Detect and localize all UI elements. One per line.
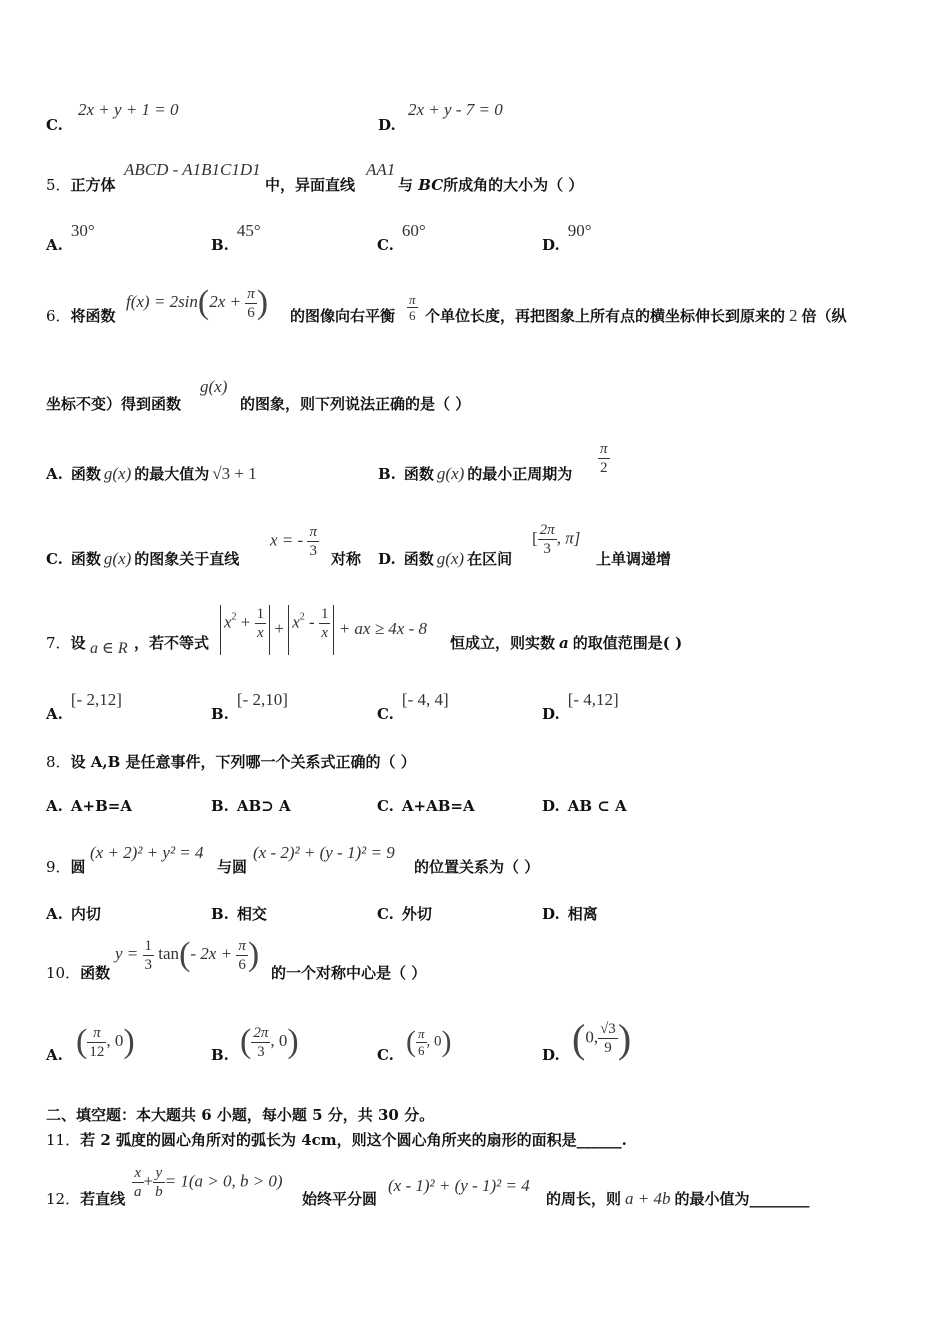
frac-num: π xyxy=(238,937,246,954)
frac-den: 3 xyxy=(144,956,153,973)
q10-option-b xyxy=(211,1046,237,1064)
q11-text: 若 2 弧度的圆心角所对的弧长为 4cm，则这个圆心角所夹的扇形的面积是______. xyxy=(80,1131,627,1149)
q8-option-a xyxy=(46,797,132,815)
option-value: 相离 xyxy=(567,905,598,923)
option-value: 外切 xyxy=(401,905,432,923)
question-number: 9． xyxy=(46,858,71,876)
question-number: 7． xyxy=(46,634,71,652)
option-label: D. xyxy=(542,1046,560,1064)
option-text: 函数 xyxy=(70,465,101,483)
op: - xyxy=(309,612,315,632)
option-value: AB ⊂ A xyxy=(567,797,627,815)
q7-a-real: a ∈ R xyxy=(90,640,128,657)
q7-frac-2 xyxy=(319,605,331,642)
q6-shift xyxy=(407,292,418,323)
paren: ) xyxy=(247,936,260,973)
option-value: 90° xyxy=(567,221,592,240)
q5-option-a xyxy=(46,221,95,255)
q9-circle-2: (x - 2)² + (y - 1)² = 9 xyxy=(253,843,395,862)
q6-stem-4 xyxy=(46,393,181,414)
option-frac xyxy=(251,1024,270,1061)
q9-stem-3 xyxy=(414,856,539,877)
question-number: 10． xyxy=(46,964,81,982)
option-text: 上单调递增 xyxy=(596,550,672,568)
q9-option-d xyxy=(542,903,598,924)
q10-stem-2 xyxy=(271,962,426,983)
q12-expr: a + 4b xyxy=(625,1189,671,1208)
option-label: B. xyxy=(378,465,396,483)
question-number: 8． xyxy=(46,753,71,771)
q7-inequality-math xyxy=(220,605,427,655)
frac-den: x xyxy=(257,625,264,641)
q6-gx-math: g(x) xyxy=(200,377,228,396)
option-text: 函数 xyxy=(70,550,101,568)
q7-stem xyxy=(46,632,86,653)
q8-option-c xyxy=(377,797,475,815)
option-label: B. xyxy=(211,705,229,723)
option-text: 的最大值为 xyxy=(134,465,210,483)
q6-stem-3 xyxy=(425,305,847,326)
q5-option-c xyxy=(377,221,426,255)
q6-option-c xyxy=(46,548,239,569)
option-value: 30° xyxy=(70,221,95,240)
q8-stem xyxy=(46,751,416,772)
option-label: A. xyxy=(46,1046,63,1064)
option-value: 相交 xyxy=(236,905,267,923)
q6-f-lhs: f(x) = 2sin xyxy=(126,291,198,311)
q6-option-b xyxy=(378,463,572,484)
q6-stem-2 xyxy=(290,305,395,326)
paren: ( xyxy=(240,1023,252,1060)
frac-den: 2 xyxy=(600,460,608,476)
q7-x: x xyxy=(292,612,300,632)
question-number: 11． xyxy=(46,1131,81,1149)
frac-den: x xyxy=(321,625,329,641)
option-label: B. xyxy=(211,797,229,815)
q7-text-4: 的取值范围是( ) xyxy=(572,634,683,652)
q10-option-c-math xyxy=(406,1025,452,1059)
q12-text-1: 若直线 xyxy=(80,1190,126,1208)
q10-option-c xyxy=(377,1046,402,1064)
paren: ) xyxy=(287,1023,299,1060)
option-math: g(x) xyxy=(103,464,132,483)
q6-option-a xyxy=(46,463,257,484)
q7-x: x xyxy=(224,612,232,632)
q10-frac-1 xyxy=(143,937,155,974)
abs-2: $x^2$ - $\frac{1}{x}$ xyxy=(288,605,334,655)
option-math: g(x) xyxy=(103,549,132,568)
q10-frac-2 xyxy=(236,937,248,974)
option-label: C. xyxy=(377,797,394,815)
option-rest: , 0 xyxy=(270,1030,288,1050)
option-label: D. xyxy=(378,116,396,134)
q6-option-c-math xyxy=(270,523,319,560)
paren: ) xyxy=(441,1025,452,1058)
q10-tan: tan xyxy=(158,943,180,963)
q11-stem xyxy=(46,1129,627,1150)
abs-1: $x^2$ + $\frac{1}{x}$ xyxy=(220,605,270,655)
q5-text-3: 与 xyxy=(398,176,414,194)
q5-bc: BC xyxy=(418,176,444,194)
option-math: g(x) xyxy=(436,549,465,568)
q5-text-1: 正方体 xyxy=(70,176,116,194)
q6-text-3: 个单位长度，再把图象上所有点的横坐标伸长到原来的 xyxy=(425,307,786,325)
option-label: B. xyxy=(211,1046,229,1064)
q6-option-c-tail xyxy=(331,548,361,569)
option-text: 函数 xyxy=(403,550,434,568)
option-text: 对称 xyxy=(331,550,362,568)
q6-stem xyxy=(46,305,116,326)
q4-option-d xyxy=(378,116,404,134)
option-frac xyxy=(87,1024,106,1061)
option-label: A. xyxy=(46,797,63,815)
q6-function-math xyxy=(126,284,268,322)
option-value: √3 + 1 xyxy=(212,464,257,483)
q6-stem-5 xyxy=(240,393,470,414)
q12-stem xyxy=(46,1188,125,1209)
option-label: B. xyxy=(211,905,229,923)
q10-option-a xyxy=(46,1046,71,1064)
q6-text-4: 倍（纵 xyxy=(801,307,847,325)
q10-option-b-math xyxy=(240,1023,299,1061)
frac-num: x xyxy=(132,1164,144,1183)
q10-stem xyxy=(46,962,110,983)
option-value: [- 2,12] xyxy=(70,690,122,709)
q7-text-3: 恒成立，则实数 xyxy=(450,634,556,652)
q9-stem-2 xyxy=(217,856,247,877)
q9-text-1: 圆 xyxy=(70,858,86,876)
q6-shift-frac xyxy=(407,292,418,323)
q7-stem-3 xyxy=(450,632,682,653)
q7-a: a xyxy=(559,634,569,652)
paren: ( xyxy=(406,1025,416,1058)
option-label: B. xyxy=(211,236,229,254)
q6-text-2: 的图像向右平衡 xyxy=(290,307,396,325)
option-value: A+AB=A xyxy=(401,797,475,815)
frac-den: 3 xyxy=(543,541,551,557)
frac-den: b xyxy=(155,1184,163,1200)
option-value: [- 4,12] xyxy=(567,690,619,709)
option-value: AB⊃ A xyxy=(236,797,291,815)
option-label: C. xyxy=(377,705,394,723)
q12-stem-2 xyxy=(302,1188,377,1209)
option-rest: , 0 xyxy=(426,1033,442,1050)
frac-num: π xyxy=(309,524,317,540)
bracket: [ xyxy=(532,528,538,548)
q10-option-d xyxy=(542,1046,568,1064)
option-value: [- 4, 4] xyxy=(401,690,449,709)
q6-option-d-tail xyxy=(596,548,671,569)
q5-option-d xyxy=(542,221,592,255)
option-value: 45° xyxy=(236,221,261,240)
paren: ( xyxy=(197,284,210,321)
question-number: 5． xyxy=(46,176,71,194)
paren: ) xyxy=(123,1023,135,1060)
frac-num: √3 xyxy=(600,1021,616,1037)
q12-frac-y xyxy=(153,1164,165,1201)
q8-option-b xyxy=(211,797,291,815)
q6-text-5: 坐标不变）得到函数 xyxy=(46,395,182,413)
frac-den: 3 xyxy=(309,543,317,559)
option-label: C. xyxy=(377,1046,394,1064)
q7-stem-2 xyxy=(134,632,209,653)
q12-frac-x xyxy=(132,1164,144,1201)
option-value: A+B=A xyxy=(70,797,132,815)
q5-stem-2 xyxy=(265,174,355,195)
q6-f-arg: 2x + xyxy=(209,291,242,311)
frac-num: 2π xyxy=(539,522,555,538)
q4-option-c xyxy=(46,116,71,134)
q7-tail: + ax ≥ 4x - 8 xyxy=(338,618,428,638)
frac-den: 3 xyxy=(257,1043,265,1060)
q5-cube-math: ABCD - A1B1C1D1 xyxy=(124,160,261,179)
q12-text-4: 的最小值为________ xyxy=(674,1190,810,1208)
q12-stem-3 xyxy=(546,1188,810,1209)
question-number: 6． xyxy=(46,307,71,325)
q7-option-c xyxy=(377,690,449,724)
frac-den: 12 xyxy=(89,1043,105,1060)
q9-stem xyxy=(46,856,86,877)
q6-two: 2 xyxy=(789,306,798,325)
q12-text-3: 的周长，则 xyxy=(546,1190,622,1208)
option-label: A. xyxy=(46,905,63,923)
q9-text-2: 与圆 xyxy=(217,858,248,876)
q9-option-c xyxy=(377,903,432,924)
q9-text-3: 的位置关系为（ ） xyxy=(414,858,540,876)
q8-text: 设 A,B 是任意事件，下列哪一个关系式正确的（ ） xyxy=(70,753,416,771)
option-text: 的最小正周期为 xyxy=(467,465,573,483)
q7-text-2: ，若不等式 xyxy=(134,634,210,652)
q9-option-b xyxy=(211,903,267,924)
frac-num: π xyxy=(600,441,608,457)
q12-line-math: $\frac{x}{a}$ + $\frac{y}{b}$ = 1(a > 0, b > 0) xyxy=(134,1165,283,1200)
q7-frac-1 xyxy=(255,605,267,642)
option-label: C. xyxy=(377,905,394,923)
q6-d-frac xyxy=(538,521,557,558)
option-label: A. xyxy=(46,465,63,483)
q9-option-a xyxy=(46,903,101,924)
option-label: A. xyxy=(46,236,63,254)
q6-c-lhs: x = - xyxy=(270,530,304,550)
option-frac xyxy=(598,1020,618,1057)
q12-circle-math: (x - 1)² + (y - 1)² = 4 xyxy=(388,1176,530,1195)
q6-option-d xyxy=(378,548,512,569)
q10-text-2: 的一个对称中心是（ ） xyxy=(271,964,427,982)
frac-den: 6 xyxy=(238,956,246,973)
q6-option-b-frac xyxy=(598,440,610,477)
option-frac xyxy=(416,1026,427,1059)
frac-den: a xyxy=(134,1184,142,1200)
q12-cond: = 1(a > 0, b > 0) xyxy=(164,1171,283,1191)
paren: ( xyxy=(76,1023,88,1060)
q6-b-frac xyxy=(598,440,610,477)
option-text: 的图象关于直线 xyxy=(134,550,240,568)
q7-text-1: 设 xyxy=(70,634,86,652)
option-text: 在区间 xyxy=(467,550,513,568)
q8-option-d xyxy=(542,797,627,815)
q5-option-b xyxy=(211,221,261,255)
option-value: 60° xyxy=(401,221,426,240)
op: + xyxy=(274,618,284,638)
frac-num: π xyxy=(418,1025,425,1041)
frac-num: π xyxy=(87,1024,106,1043)
q10-text-1: 函数 xyxy=(80,964,111,982)
frac-num: 1 xyxy=(144,937,153,954)
paren: ) xyxy=(617,1016,632,1061)
frac-den: 6 xyxy=(418,1042,425,1058)
frac-num: 2π xyxy=(253,1024,269,1041)
section-title: 二、填空题：本大题共 6 小题，每小题 5 分，共 30 分。 xyxy=(46,1106,435,1124)
option-label: D. xyxy=(378,550,396,568)
paren: ) xyxy=(256,284,269,321)
q7-option-a xyxy=(46,690,122,724)
q6-d-rest: , π] xyxy=(556,528,581,548)
q10-function-math xyxy=(115,936,259,974)
q12-text-2: 始终平分圆 xyxy=(302,1190,378,1208)
option-label: C. xyxy=(46,116,63,134)
option-math: g(x) xyxy=(436,464,465,483)
q5-text-4: 所成角的大小为（ ） xyxy=(443,176,584,194)
q5-text-2: 中，异面直线 xyxy=(265,176,356,194)
paren: ( xyxy=(572,1016,586,1061)
q10-arg: - 2x + xyxy=(190,943,233,963)
option-label: A. xyxy=(46,705,63,723)
frac-num: 1 xyxy=(320,606,329,622)
frac-den: 9 xyxy=(604,1040,612,1056)
q6-frac xyxy=(245,285,257,322)
frac-num: π xyxy=(247,285,255,302)
q5-stem-3 xyxy=(398,174,583,195)
option-value: [- 2,10] xyxy=(236,690,288,709)
option-pre: 0, xyxy=(585,1027,599,1047)
q7-option-d xyxy=(542,690,619,724)
option-value: 内切 xyxy=(70,905,101,923)
option-label: D. xyxy=(542,705,560,723)
option-text: 函数 xyxy=(403,465,434,483)
q6-text-6: 的图象，则下列说法正确的是（ ） xyxy=(240,395,471,413)
frac-num: y xyxy=(153,1164,165,1183)
frac-den: 6 xyxy=(247,304,255,321)
q6-c-frac xyxy=(307,523,319,560)
q10-option-d-math xyxy=(572,1015,631,1062)
q10-lhs: y = xyxy=(115,943,139,963)
op: + xyxy=(240,612,251,632)
q5-line-math: AA1 xyxy=(366,160,396,179)
option-rest: , 0 xyxy=(106,1030,124,1050)
q10-option-a-math xyxy=(76,1023,135,1061)
frac-den: 6 xyxy=(409,308,416,323)
q7-option-b xyxy=(211,690,288,724)
q6-text-1: 将函数 xyxy=(70,307,116,325)
q5-stem xyxy=(46,174,116,195)
question-number: 12． xyxy=(46,1190,81,1208)
paren: ( xyxy=(179,936,191,973)
q4-option-d-math: 2x + y - 7 = 0 xyxy=(408,100,503,119)
option-label: D. xyxy=(542,797,560,815)
option-label: D. xyxy=(542,905,560,923)
q9-circle-1: (x + 2)² + y² = 4 xyxy=(90,843,204,862)
option-label: D. xyxy=(542,236,560,254)
frac-num: π xyxy=(409,292,416,307)
option-label: C. xyxy=(377,236,394,254)
q4-option-c-math: 2x + y + 1 = 0 xyxy=(78,100,179,119)
frac-num: 1 xyxy=(256,606,265,622)
option-label: C. xyxy=(46,550,63,568)
q6-option-d-math xyxy=(532,521,580,558)
